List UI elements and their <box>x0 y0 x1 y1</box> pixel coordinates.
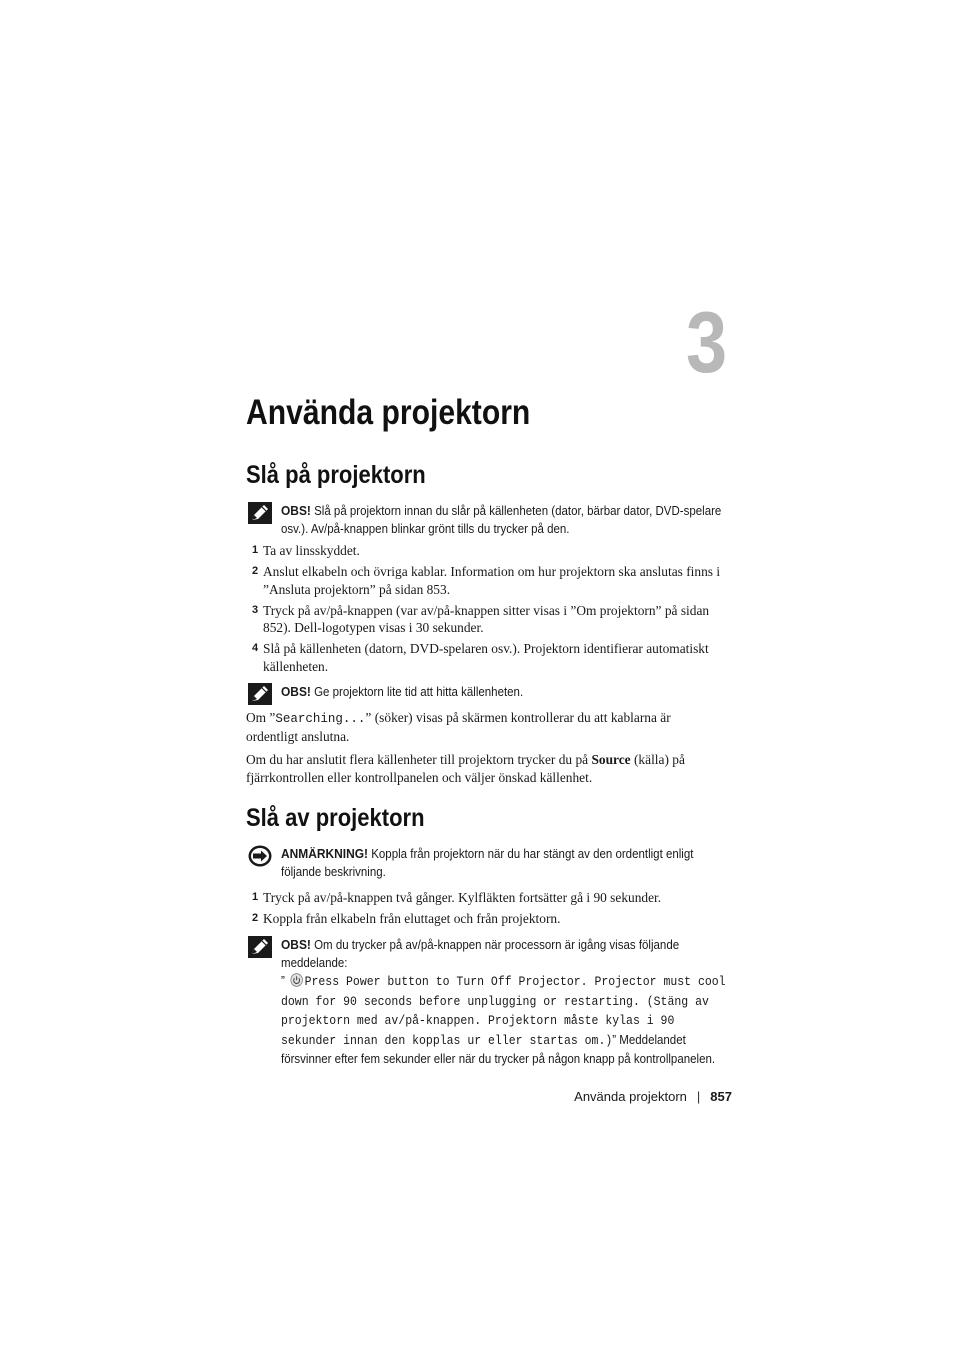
chapter-title: Använda projektorn <box>246 393 531 432</box>
note-pencil-icon <box>248 502 272 524</box>
step-text: Slå på källenheten (datorn, DVD-spelaren osv.). Projektorn identifierar automatiskt källenheten. <box>263 641 709 674</box>
caution-notice <box>248 845 738 881</box>
note-text: Slå på projektorn innan du slår på källenheten (dator, bärbar dator, DVD-spelare osv.). Av/på-knappen blinkar grönt tills du trycker på den. <box>281 504 722 536</box>
step-item <box>252 563 722 598</box>
step-item <box>252 910 722 928</box>
power-off-message: Press Power button to Turn Off Projector. Projector must cool down for 90 seconds before unplugging or restarting. (Stäng av projektorn med av/på-knappen. Projektorn måste kylas i 90 sekunder innan den kopplas ur eller startas om.) <box>281 975 726 1048</box>
page-footer <box>520 1089 732 1104</box>
steps-turn-off <box>252 889 722 931</box>
section-heading-turn-off: Slå av projektorn <box>246 804 425 832</box>
note-turn-on <box>248 502 738 538</box>
power-icon <box>290 973 303 987</box>
step-number: 2 <box>252 565 259 577</box>
step-item <box>252 640 722 675</box>
step-number: 4 <box>252 642 259 654</box>
step-text: Tryck på av/på-knappen (var av/på-knappen sitter visas i ”Om projektorn” på sidan 852). Dell-logotypen visas i 30 sekunder. <box>263 602 710 635</box>
step-text: Koppla från elkabeln från eluttaget och från projektorn. <box>263 911 561 926</box>
step-number: 2 <box>252 912 259 924</box>
note-power-off-message <box>248 936 738 1068</box>
step-number: 3 <box>252 603 259 616</box>
footer-title: Använda projektorn <box>574 1089 687 1104</box>
step-item <box>252 542 722 560</box>
note-pencil-icon <box>248 683 272 705</box>
step-text: Ta av linsskyddet. <box>263 543 360 558</box>
page-number: 857 <box>710 1089 732 1104</box>
step-item <box>252 602 722 637</box>
footer-separator: | <box>696 1089 701 1104</box>
paragraph-source <box>246 751 726 787</box>
step-text: Anslut elkabeln och övriga kablar. Information om hur projektorn ska anslutas finns i ”Ansluta projektorn” på sidan 853. <box>263 564 721 597</box>
quote-open: ” <box>281 974 285 988</box>
note-pencil-icon <box>248 936 272 958</box>
note-find-source <box>248 683 738 701</box>
paragraph-text: Om ” <box>246 710 276 725</box>
caution-arrow-icon <box>248 845 272 867</box>
note-label: OBS! <box>281 503 311 518</box>
paragraph-text: ” (söker) visas på skärmen kontrollerar du att kablarna är ordentligt anslutna. <box>246 710 671 744</box>
quote-close: ” <box>612 1032 617 1047</box>
caution-label: ANMÄRKNING! <box>281 846 369 861</box>
step-item <box>252 889 722 907</box>
paragraph-searching <box>246 709 726 746</box>
caution-text: Koppla från projektorn när du har stängt av den ordentligt enligt följande beskrivning. <box>281 847 694 879</box>
step-text: Tryck på av/på-knappen två gånger. Kylfläkten fortsätter gå i 90 sekunder. <box>263 890 662 905</box>
step-number: 1 <box>252 544 259 556</box>
note-text: Ge projektorn lite tid att hitta källenheten. <box>314 685 524 699</box>
source-button-label: Source <box>591 752 631 767</box>
paragraph-text: (källa) på fjärrkontrollen eller kontrollpanelen och väljer önskad källenhet. <box>246 752 685 785</box>
section-heading-turn-on: Slå på projektorn <box>246 461 426 489</box>
chapter-number: 3 <box>686 295 728 391</box>
note-text: Om du trycker på av/på-knappen när processorn är igång visas följande meddelande: <box>281 938 680 970</box>
paragraph-text: Om du har anslutit flera källenheter till projektorn trycker du på <box>246 752 592 767</box>
note-label: OBS! <box>281 684 311 699</box>
step-number: 1 <box>252 891 259 903</box>
note-label: OBS! <box>281 937 311 952</box>
note-after-text: Meddelandet försvinner efter fem sekunder eller när du trycker på någon knapp på kontrollpanelen. <box>281 1032 716 1066</box>
steps-turn-on <box>252 542 722 679</box>
searching-message: Searching... <box>275 712 366 726</box>
